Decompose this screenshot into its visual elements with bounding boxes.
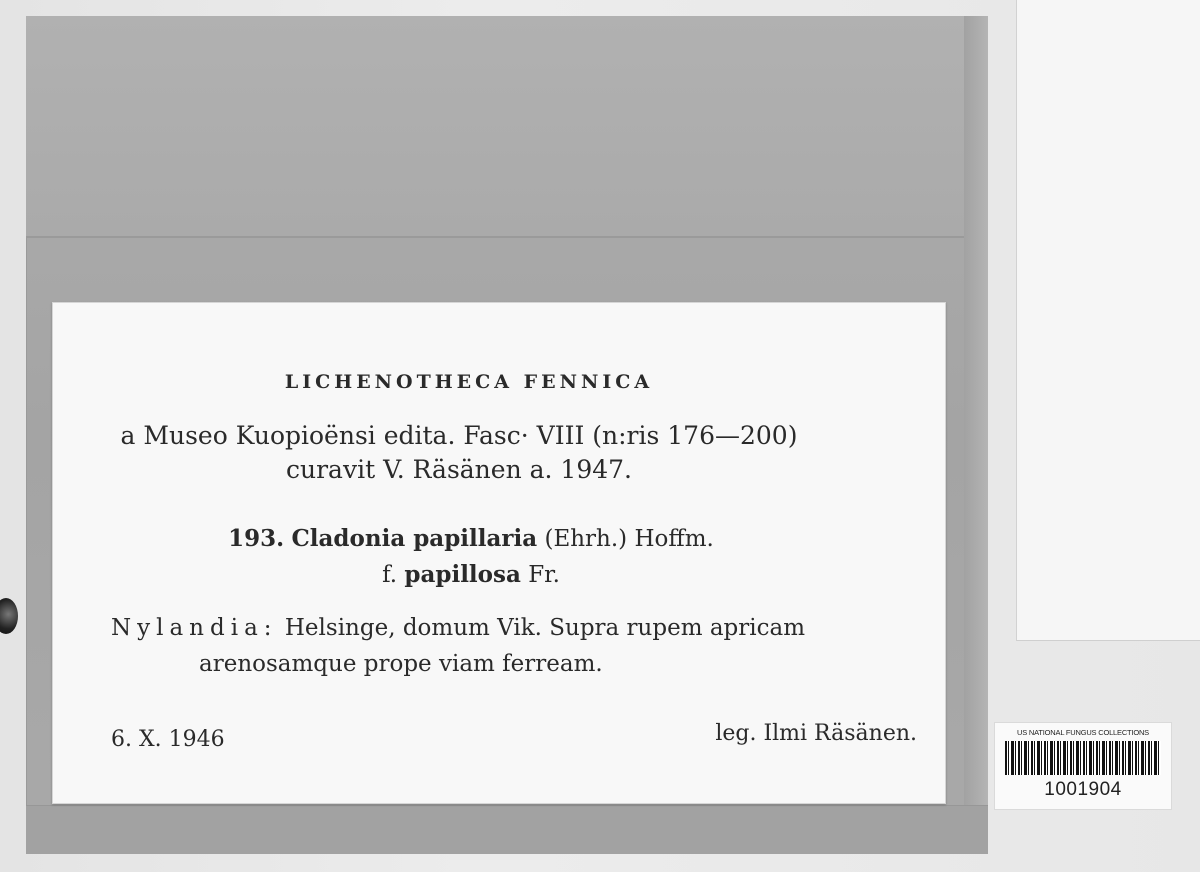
taxon-name-line bbox=[25, 525, 917, 552]
envelope-bottom-fold bbox=[26, 805, 988, 854]
envelope-side-fold bbox=[964, 16, 988, 854]
locality-line-1 bbox=[111, 615, 805, 641]
mounting-pin bbox=[0, 598, 18, 634]
taxon-form-author: Fr. bbox=[528, 562, 560, 588]
barcode-number: 1001904 bbox=[1044, 779, 1122, 800]
envelope-flap bbox=[26, 16, 966, 238]
barcode-bars bbox=[1005, 741, 1161, 775]
taxon-form-line bbox=[25, 561, 917, 588]
taxon-number: 193. bbox=[228, 525, 285, 552]
series-title: LICHENOTHECA FENNICA bbox=[284, 371, 654, 393]
barcode-label bbox=[994, 722, 1172, 810]
locality-line-2: arenosamque prope viam ferream. bbox=[199, 651, 603, 677]
herbarium-sheet-edge bbox=[1016, 0, 1200, 641]
collector: leg. Ilmi Räsänen. bbox=[715, 721, 917, 746]
taxon-author: (Ehrh.) Hoffm. bbox=[544, 526, 714, 552]
taxon-form-prefix: f. bbox=[382, 562, 398, 588]
exsiccata-label bbox=[52, 302, 946, 804]
taxon-form-name: papillosa bbox=[404, 561, 521, 588]
locality-region: Nylandia: bbox=[111, 615, 278, 641]
edition-line-1: a Museo Kuopioënsi edita. Fasc· VIII (n:ris 176—200) bbox=[120, 421, 798, 450]
collection-date: 6. X. 1946 bbox=[111, 727, 225, 752]
taxon-genus-species: Cladonia papillaria bbox=[291, 525, 538, 552]
locality-text-1: Helsinge, domum Vik. Supra rupem apricam bbox=[284, 615, 806, 641]
edition-line-2: curavit V. Räsänen a. 1947. bbox=[286, 455, 632, 484]
barcode-institution: US NATIONAL FUNGUS COLLECTIONS bbox=[1017, 728, 1149, 737]
